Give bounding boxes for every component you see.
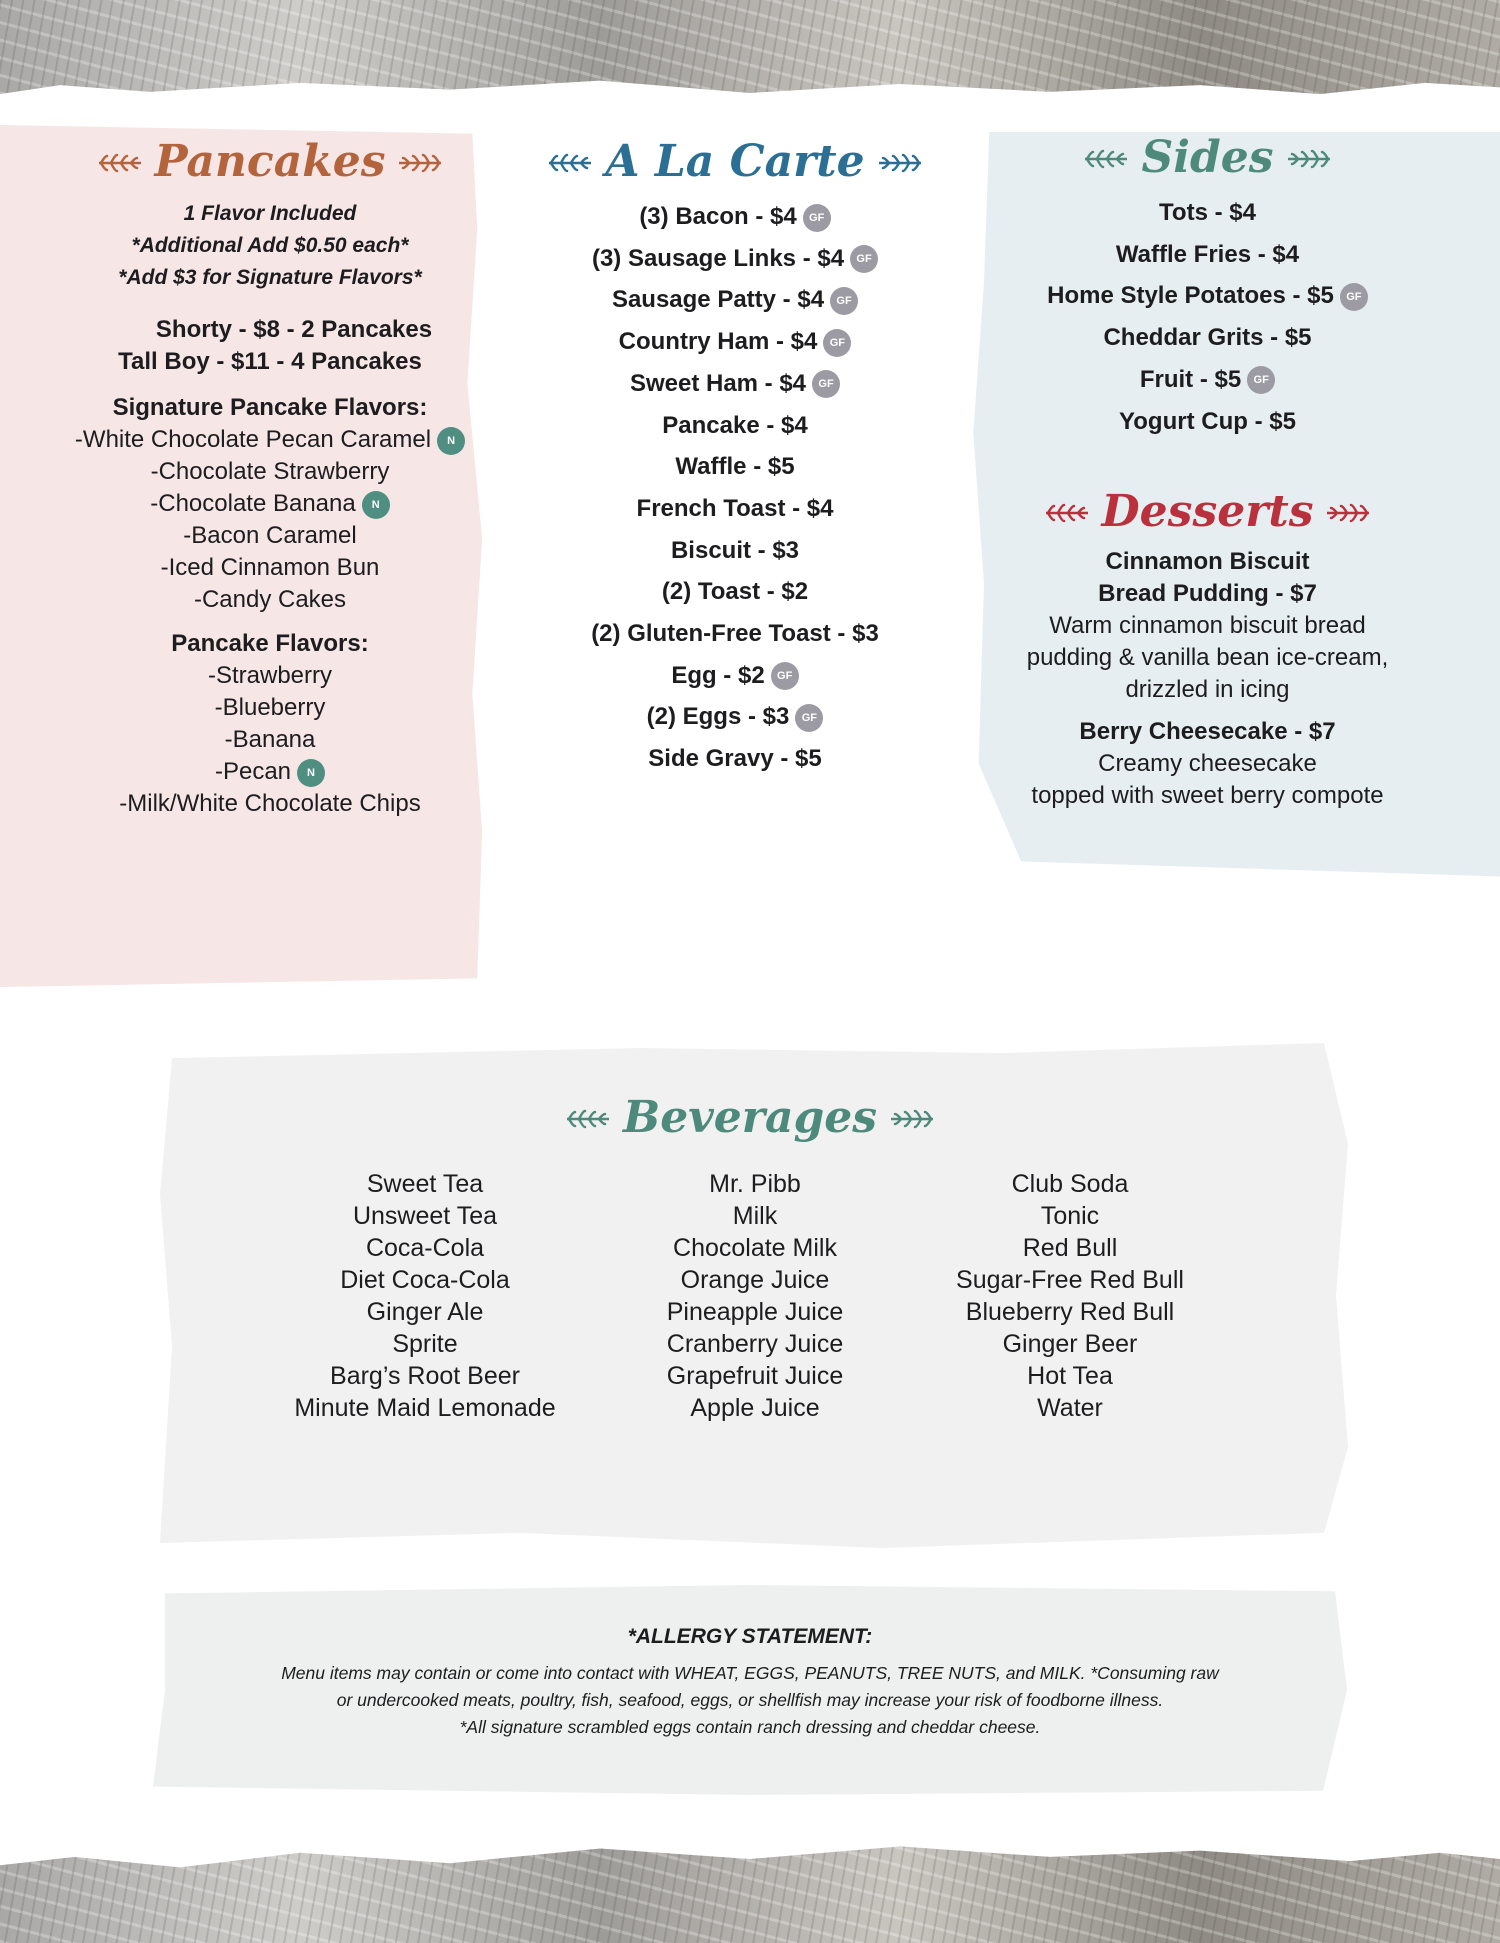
beverages-column-1 [270,1168,580,1424]
signature-flavor-item: -Iced Cinnamon Bun [160,554,380,581]
side-item: Tots - $4 [1159,199,1256,226]
pancakes-note: *Additional Add $0.50 each* [131,234,409,257]
beverage-item: Blueberry Red Bull [965,1298,1175,1326]
alacarte-item: Biscuit - $3 [670,536,800,564]
sides-title: Sides [1141,132,1274,183]
allergy-statement [220,1620,1280,1741]
sprig-right-icon [1284,130,1332,186]
allergy-title: *ALLERGY STATEMENT: [627,1625,873,1648]
dessert-item [985,716,1430,812]
alacarte-item: Side Gravy - $5 [648,745,822,773]
pancakes-section [40,134,500,820]
desserts-title: Desserts [1101,486,1314,538]
allergy-line: or undercooked meats, poultry, fish, seafood, eggs, or shellfish may increase your risk of foodborne illness. [336,1690,1164,1710]
gluten-free-badge-icon: GF [771,662,799,690]
dessert-name: Bread Pudding - $7 [1098,580,1317,608]
beverage-item: Unsweet Tea [352,1202,498,1230]
gluten-free-badge-icon: GF [812,370,840,398]
dessert-item [985,546,1430,706]
sprig-right-icon [875,134,923,190]
beverage-item: Minute Maid Lemonade [294,1394,556,1422]
allergy-lines [220,1660,1280,1741]
beverage-item: Water [1037,1394,1103,1422]
beverage-item: Ginger Ale [366,1298,484,1326]
sprig-left-icon [1044,484,1092,540]
beverage-item: Diet Coca-Cola [340,1266,510,1294]
beverage-item: Sweet Tea [366,1170,484,1198]
alacarte-title: A La Carte [605,136,865,187]
beverage-item: Apple Juice [690,1394,820,1422]
dessert-description: Warm cinnamon biscuit bread [1049,612,1366,640]
beverages-section [460,1090,1040,1146]
desserts-heading [985,484,1430,540]
pancake-flavor-item: -Blueberry [214,694,326,721]
beverage-item: Chocolate Milk [673,1234,837,1262]
nuts-badge-icon: N [362,491,390,519]
beverage-item: Orange Juice [680,1266,830,1294]
signature-flavors-title: Signature Pancake Flavors: [112,394,428,421]
gluten-free-badge-icon: GF [1340,283,1368,311]
beverages-title: Beverages [623,1092,877,1143]
signature-flavor-item: -Chocolate Banana N [40,488,500,520]
allergy-line: *All signature scrambled eggs contain ranch dressing and cheddar cheese. [459,1717,1041,1737]
pancakes-heading [40,134,500,190]
alacarte-item: Waffle - $5 [675,453,795,481]
alacarte-item: (2) Eggs - $3 GF [540,696,930,738]
gluten-free-badge-icon: GF [830,287,858,315]
gluten-free-badge-icon: GF [803,204,831,232]
alacarte-section [540,134,930,780]
beverage-item: Ginger Beer [1002,1330,1138,1358]
pancake-flavor-item: -Milk/White Chocolate Chips [119,790,421,817]
alacarte-item: (3) Sausage Links - $4 GF [540,238,930,280]
beverage-item: Grapefruit Juice [666,1362,844,1390]
signature-flavors-list [40,424,500,616]
dessert-description: Creamy cheesecake [1098,750,1317,778]
side-item: Fruit - $5 GF [985,359,1430,401]
beverage-item: Club Soda [1011,1170,1129,1198]
sprig-left-icon [1083,130,1131,186]
dessert-description: pudding & vanilla bean ice-cream, [1026,644,1389,672]
pancakes-note: 1 Flavor Included [183,202,357,225]
alacarte-item: (2) Toast - $2 [661,578,809,606]
alacarte-item: (2) Gluten-Free Toast - $3 [591,620,879,648]
beverage-item: Milk [732,1202,778,1230]
wood-banner-top [0,0,1500,112]
beverage-item: Red Bull [1022,1234,1118,1262]
beverage-item: Cranberry Juice [666,1330,844,1358]
gluten-free-badge-icon: GF [823,329,851,357]
sprig-right-icon [1323,484,1371,540]
gluten-free-badge-icon: GF [1247,366,1275,394]
alacarte-item: Egg - $2 GF [540,655,930,697]
signature-flavor-item: -Chocolate Strawberry [150,458,390,485]
pancake-flavor-item: -Banana [224,726,316,753]
alacarte-heading [540,134,930,190]
sprig-left-icon [565,1090,613,1146]
dessert-description: topped with sweet berry compote [1031,782,1384,810]
dessert-description: drizzled in icing [1125,676,1290,704]
side-item: Cheddar Grits - $5 [1103,324,1312,352]
gluten-free-badge-icon: GF [795,704,823,732]
dessert-name: Cinnamon Biscuit [1105,548,1310,576]
nuts-badge-icon: N [297,759,325,787]
sprig-left-icon [547,134,595,190]
alacarte-item: (3) Bacon - $4 GF [540,196,930,238]
beverage-item: Coca-Cola [365,1234,485,1262]
side-item: Yogurt Cup - $5 [1119,407,1296,435]
side-item: Home Style Potatoes - $5 GF [985,275,1430,317]
signature-flavor-item: -Candy Cakes [193,586,347,613]
allergy-line: Menu items may contain or come into contact with WHEAT, EGGS, PEANUTS, TREE NUTS, and MILK. *Consuming raw [281,1663,1219,1683]
beverage-item: Sugar-Free Red Bull [956,1266,1184,1294]
beverage-item: Sprite [392,1330,458,1358]
sprig-left-icon [97,134,145,190]
pancake-flavors-list [40,660,500,820]
sprig-right-icon [395,134,443,190]
beverage-item: Mr. Pibb [709,1170,801,1198]
dessert-name: Berry Cheesecake - $7 [1079,718,1336,746]
side-item: Waffle Fries - $4 [1115,240,1300,268]
nuts-badge-icon: N [437,427,465,455]
alacarte-item: French Toast - $4 [636,494,834,522]
pancake-flavor-item: -Strawberry [207,662,333,689]
alacarte-item: Pancake - $4 [662,411,808,439]
beverage-item: Hot Tea [1027,1362,1113,1390]
pancake-flavors-title: Pancake Flavors: [171,630,369,657]
alacarte-list [540,196,930,780]
pancake-flavor-item: -Pecan N [40,756,500,788]
beverage-item: Barg’s Root Beer [330,1362,520,1390]
beverage-item: Tonic [1040,1202,1100,1230]
alacarte-item: Sausage Patty - $4 GF [540,279,930,321]
beverage-item: Pineapple Juice [666,1298,844,1326]
pancakes-size: Shorty - $8 - 2 Pancakes [155,316,433,343]
sides-heading [985,130,1430,186]
pancakes-size: Tall Boy - $11 - 4 Pancakes [118,348,422,375]
signature-flavor-item: -Bacon Caramel [183,522,357,549]
sides-section [985,130,1430,812]
desserts-list [985,546,1430,812]
beverages-heading [460,1090,1040,1146]
alacarte-item: Sweet Ham - $4 GF [540,363,930,405]
pancakes-note: *Add $3 for Signature Flavors* [118,266,422,289]
signature-flavor-item: -White Chocolate Pecan Caramel N [40,424,500,456]
sprig-right-icon [887,1090,935,1146]
sides-list [985,192,1430,442]
beverages-column-2 [615,1168,895,1424]
alacarte-item: Country Ham - $4 GF [540,321,930,363]
beverages-column-3 [930,1168,1210,1424]
wood-banner-bottom [0,1838,1500,1943]
pancakes-title: Pancakes [154,136,386,187]
gluten-free-badge-icon: GF [850,245,878,273]
